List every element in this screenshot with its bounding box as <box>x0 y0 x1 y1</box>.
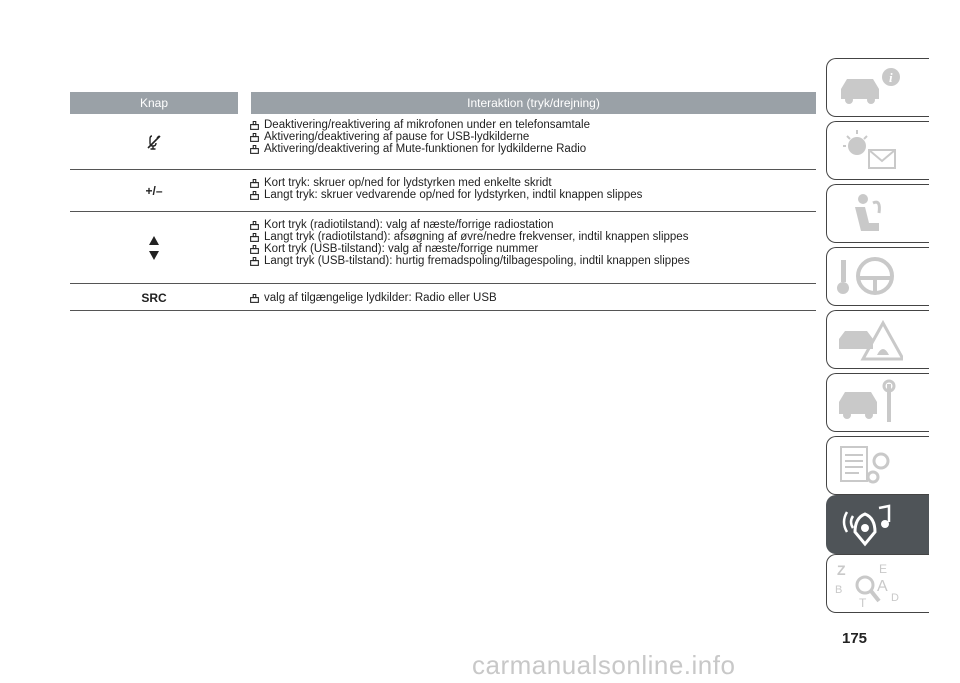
car-info-icon <box>833 63 903 113</box>
push-button-icon <box>250 221 259 230</box>
warning-light-message-icon <box>833 126 903 176</box>
svg-text:B: B <box>835 584 843 596</box>
list-item: valg af tilgængelige lydkilder: Radio eller USB <box>250 292 816 304</box>
arrow-up-icon <box>149 236 159 245</box>
seat-airbag-icon <box>833 189 903 239</box>
tab-multimedia[interactable] <box>826 495 929 554</box>
watermark: carmanualsonline.info <box>472 650 736 680</box>
push-button-icon <box>250 191 259 200</box>
push-button-icon <box>250 133 259 142</box>
mute-microphone-icon <box>146 134 162 150</box>
push-button-icon <box>250 121 259 130</box>
tab-car-info[interactable] <box>826 58 929 117</box>
list-item: Aktivering/deaktivering af Mute-funktionen for lydkilderne Radio <box>250 143 816 155</box>
push-button-icon <box>250 257 259 266</box>
car-service-tools-icon <box>833 378 903 428</box>
table-row <box>70 212 816 284</box>
list-item: Langt tryk: skruer vedvarende op/ned for lydstyrken, indtil knappen slippes <box>250 189 816 201</box>
push-button-icon <box>250 294 259 303</box>
alphabetical-index-icon <box>833 559 903 609</box>
page-number: 175 <box>842 630 868 647</box>
tab-starting-driving[interactable] <box>826 247 929 306</box>
push-button-icon <box>250 245 259 254</box>
list-item: Kort tryk (USB-tilstand): valg af næste/forrige nummer <box>250 243 816 255</box>
list-item: Kort tryk (radiotilstand): valg af næste/forrige radiostation <box>250 219 816 231</box>
list-item: Aktivering/deaktivering af pause for USB-lydkilderne <box>250 131 816 143</box>
interaction-cell <box>238 284 816 310</box>
header-button-column: Knap <box>70 92 238 114</box>
button-cell <box>70 114 238 169</box>
car-accident-warning-icon <box>833 315 903 365</box>
tab-index[interactable] <box>826 554 929 613</box>
push-button-icon <box>250 179 259 188</box>
list-item: Langt tryk (USB-tilstand): hurtig fremadspoling/tilbagespoling, indtil knappen slippes <box>250 255 816 267</box>
tab-warning-lights[interactable] <box>826 121 929 180</box>
interaction-cell <box>238 212 816 283</box>
table-row <box>70 114 816 170</box>
tab-safety[interactable] <box>826 184 929 243</box>
svg-text:i: i <box>889 70 893 85</box>
push-button-icon <box>250 233 259 242</box>
button-cell: SRC <box>141 291 167 305</box>
svg-text:D: D <box>891 592 899 604</box>
tab-maintenance[interactable] <box>826 373 929 432</box>
svg-text:E: E <box>879 562 888 576</box>
arrow-down-icon <box>149 251 159 260</box>
technical-data-gear-icon <box>833 441 903 491</box>
header-interaction-column: Interaktion (tryk/drejning) <box>251 92 816 114</box>
svg-text:A: A <box>877 578 888 595</box>
tab-technical-data[interactable] <box>826 436 929 495</box>
key-steering-wheel-icon <box>833 252 903 302</box>
list-item: Kort tryk: skruer op/ned for lydstyrken med enkelte skridt <box>250 177 816 189</box>
table-row <box>70 284 816 311</box>
controls-table <box>70 92 816 311</box>
list-item: Deaktivering/reaktivering af mikrofonen under en telefonsamtale <box>250 119 816 131</box>
table-header <box>70 92 816 114</box>
svg-text:T: T <box>859 596 867 609</box>
button-cell: +/– <box>145 183 163 198</box>
interaction-cell <box>238 170 816 211</box>
tab-emergency[interactable] <box>826 310 929 369</box>
svg-text:Z: Z <box>837 562 846 578</box>
interaction-cell <box>238 114 816 169</box>
button-cell <box>70 212 238 283</box>
multimedia-music-icon <box>833 500 903 550</box>
list-item: Langt tryk (radiotilstand): afsøgning af øvre/nedre frekvenser, indtil knappen slippes <box>250 231 816 243</box>
table-row <box>70 170 816 212</box>
push-button-icon <box>250 145 259 154</box>
